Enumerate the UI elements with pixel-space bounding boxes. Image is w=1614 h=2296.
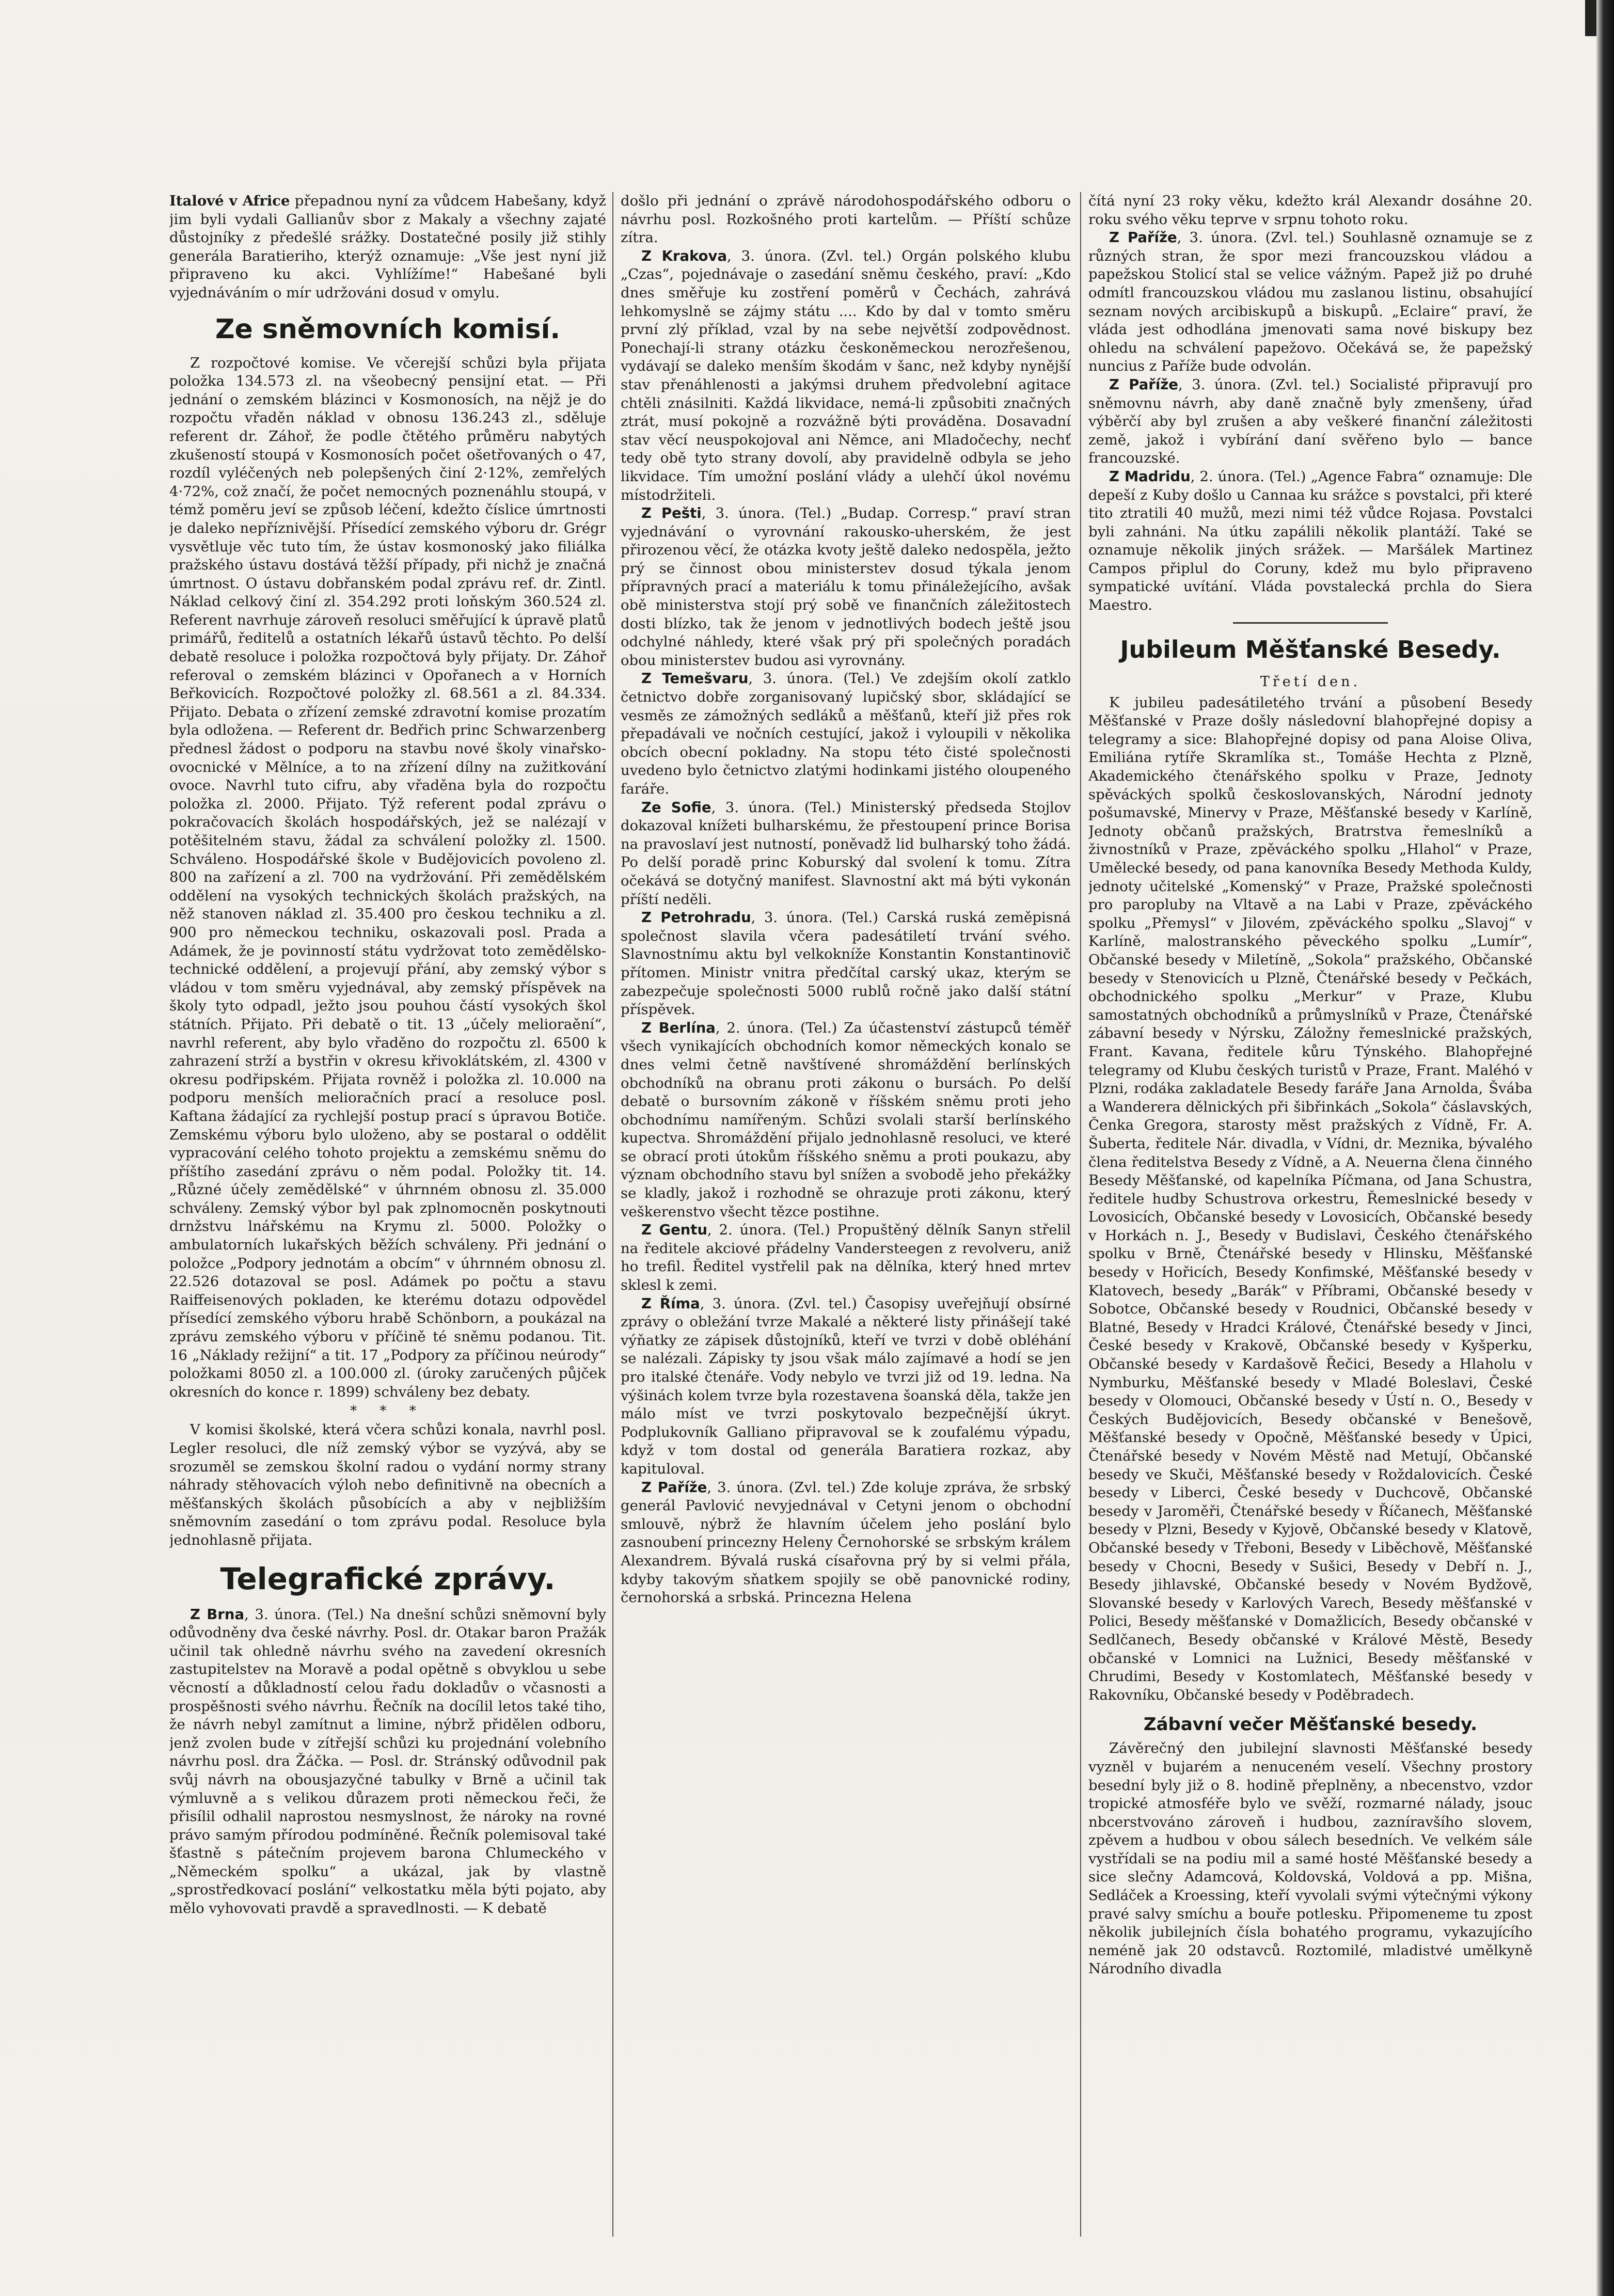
dateline-rim: Z Říma [641, 1295, 700, 1312]
news-item-krakov [621, 247, 1071, 504]
dateline-parize-b: Z Paříže [1109, 229, 1177, 246]
article-jubileum: K jubileu padesátiletého trvání a působení Besedy Měšťanské v Praze došly následovní blahopřejné dopisy a telegramy a sice: Blahopřejné dopisy od pana Aloise Oliva, Emiliána rytíře Skramlíka st., Tomáše Hechta z Plzně, Akademického čtenářského spolku v Praze, Jednoty spěváckých spolků českoslovanských, Národní jednoty pošumavské, Minervy v Praze, Měšťanské besedy v Karlíně, Jednoty občanů pražských, Bratrstva řemeslníků a živnostníků v Praze, zpěváckého spolku „Hlahol“ v Praze, Umělecké besedy, od pana kanovníka Besedy Methoda Kuldy, jednoty učitelské „Komenský“ v Praze, Pražské společnosti pro paropluby na Vltavě a na Labi v Praze, zpěváckého spolku „Přemysl“ v Jilovém, zpěváckého spolku „Slavoj“ v Karlíně, malostranského pěveckého spolku „Lumír“, Občanské besedy v Miletíně, „Sokola“ pražského, Občanské besedy v Stenovicích u Plzně, Čtenářské besedy v Pečkách, obchodnického spolku „Merkur“ v Praze, Klubu samostatných obchodníků a průmyslníků v Praze, Čtenářské zábavní besedy v Nýrsku, Záložny řemeslnické pražských, Frant. Kavana, ředitele kůru Týnského. Blahopřejné telegramy od Klubu českých turistů v Praze, Frant. Maléhó v Plzni, rodáka zakladatele Besedy faráře Jana Arnolda, Švába a Wanderera dělnických při šibřinkách „Sokola“ čáslavských, Čenka Gregora, starosty měst pražských z Vídně, Fr. A. Šuberta, ředitele Nár. divadla, v Vídni, dr. Meznika, bývalého člena ředitelstva Besedy z Vídně, a A. Neuerna člena činného Besedy Měšťanské, od kapelníka Píčmana, od Jana Schustra, ředitele hudby Schustrova orkestru, Řemeslnické besedy v Lovosicích, Občanské besedy v Lovosicích, Občanské besedy v Horkách n. J., Besedy v Budislavi, Českého čtenářského spolku v Brně, Čtenářské besedy v Hlinsku, Měšťanské besedy v Hořicích, Besedy Konfimské, Měšťanské besedy v Klatovech, besedy „Barák“ v Příbrami, Občanské besedy v Sobotce, Občanské besedy v Roudnici, Občanské besedy v Blatné, Besedy v Hradci Králové, Čtenářské besedy v Jinci, České besedy v Krakově, Občanské besedy v Kyšperku, Občanské besedy v Kardašově Řečici, Besedy a Hlaholu v Nymburku, Měšťanské besedy v Mladé Boleslavi, České besedy v Olomouci, Občanské besedy v Ústí n. O., Besedy v Českých Budějovicích, Besedy občanské v Benešově, Měšťanské besedy v Opočně, Měšťanské besedy v Úpici, Čtenářské besedy v Novém Městě nad Metují, Občanské besedy ve Skuči, Měšťanské besedy v Roždalovicích. České besedy v Liberci, České besedy v Duchcově, Občanské besedy v Jaroměři, Čtenářské besedy v Říčanech, Měšťanské besedy v Plzni, Besedy v Kyjově, Občanské besedy v Klatově, Občanské besedy v Třeboni, Besedy v Liběchově, Měšťanské besedy v Chocni, Besedy v Sušici, Besedy v Debří n. J., Besedy jihlavské, Občanské besedy v Novém Bydžově, Slovanské besedy v Karlových Varech, Besedy měšťanské v Polici, Besedy měšťanské v Domažlicích, Besedy občanské v Sedlčanech, Besedy občanské v Králové Městě, Besedy občanské v Lomnici na Lužnici, Besedy měšťanské v Chrudimi, Besedy v Kostomlatech, Měšťanské besedy v Rakovníku, Občanské besedy v Poděbradech. [1088, 694, 1532, 1703]
news-item-temesvar [621, 670, 1071, 798]
article-continuation: čítá nyní 23 roky věku, kdežto král Alexandr dosáhne 20. roku svého věku teprve v srpnu tohoto roku. [1088, 193, 1532, 228]
dateline-krakov: Z Krakova [641, 247, 727, 264]
news-item-pest [621, 504, 1071, 670]
column-3 [1088, 192, 1532, 2237]
dateline-parize-a: Z Paříže [641, 1479, 707, 1496]
dateline-madrid: Z Madridu [1109, 468, 1191, 485]
news-text-parize-c: , 3. února. (Zvl. tel.) Socialisté připravují pro sněmovnu návrh, aby daně značně byly zmenšeny, úřad výběrčí aby byl zrušen a aby veškeré finanční záležitosti země, jakož i vybírání daní svěřeno bylo — bance francouzské. [1088, 376, 1532, 467]
section-heading-telegraficke: Telegrafické zprávy. [220, 1561, 556, 1596]
news-text-parize-b: , 3. února. (Zvl. tel.) Souhlasně oznamuje se z různých stran, že spor mezi francouzskou vládou a papežskou Stolicí stal se velice vážným. Papež již po druhé odmítl francouzskou vládou mu zaslanou listinu, obsahující seznam nových arcibiskupů a biskupů. „Eclaire“ praví, že vláda jest odhodlána jmenovati sama nové biskupy bez ohledu na schválení papežovo. Očekává se, že papežský nuncius z Paříže bude odvolán. [1088, 229, 1532, 375]
column-rule-2 [1080, 192, 1081, 2237]
column-rule-1 [612, 192, 613, 2237]
section-heading-komise: Ze sněmovních komisí. [215, 313, 561, 345]
news-item-gent [621, 1221, 1071, 1294]
dateline-berlin: Z Berlína [641, 1019, 716, 1036]
column-2 [621, 192, 1071, 2237]
corner-mark [1585, 0, 1596, 36]
page-edge-shadow [1596, 0, 1614, 2296]
article-text: přepadnou nyní za vůdcem Habešany, když jim byli vydali Gallianův sbor z Makaly a všechny zajaté důstojníky z předešlé srážky. Dostatečné posily již stihly generála Baratieriho, kterýž oznamuje: „Vše jest nyní již připraveno ku akci. Vyhlížíme!“ Habešané byli vyjednáváním o mír udržováni dosud v omylu. [169, 193, 606, 301]
news-text-krakov: , 3. února. (Zvl. tel.) Orgán polského klubu „Czas“, pojednávaje o zasedání sněmu českého, praví: „Kdo dnes směřuje ku zostření poměrů v Čechách, zahrává lehkomyslně se zájmy státu .... Kdo by dal v tomto směru první zlý příklad, vzal by na sebe největší zodpovědnost. Ponechají-li strany otázku českoněmeckou nerozřešenou, vydávají se daleko menším škodám v šanc, než kdyby nynější stav přenáhlenosti a jakýmsi druhem předvolební agitace chtěli znásilniti. Každá likvidace, nemá-li způsobiti značných ztrát, musí pokojně a rozvážně býti prováděna. Dosavadní stav věcí neuspokojoval ani Němce, ani Mladočechy, nechť tedy obě tyto strany dovolí, aby pravidelně odbyla se jeho likvidace. Tím umožní poslání vlády a ulehčí úkol novému místodržiteli. [621, 247, 1071, 503]
article-italove [169, 192, 606, 303]
dateline-parize-c: Z Paříže [1109, 376, 1178, 393]
article-continuation: došlo při jednání o zprávě národohospodářského odboru o návrhu posl. Rozkošného proti kartelům. — Příští schůze zítra. [621, 193, 1071, 246]
separator-stars: * * * [350, 1403, 425, 1419]
news-text-pest: , 3. února. (Tel.) „Budap. Corresp.“ praví stran vyjednávání o vyrovnání rakousko-uherském, že jest přirozenou věcí, že otázka kvoty ještě daleko nedospěla, ježto prý se činnost obou ministerstev dosud týkala jenom přípravných prací a materiálu k tomu přináležejícího, avšak obě ministerstva stojí prý sobě ve finančních záležitostech dosti blízko, tak že jenom v jednotlivých bodech ještě jsou odchylné náhledy, které však prý při společných poradách obou ministerstev budou asi vyrovnány. [621, 505, 1071, 669]
news-item-berlin [621, 1019, 1071, 1222]
news-item-madrid [1088, 468, 1532, 615]
news-text-gent: , 2. února. (Tel.) Propuštěný dělník Sanyn střelil na ředitele akciové přádelny Vandersteegen z revolveru, aniž ho trefil. Ředitel vystřelil pak na dělníka, který hned mrtev sklesl k zemi. [621, 1222, 1071, 1294]
article-lead: Italové v Africe [169, 193, 290, 209]
article-komise-rozpoctova: Z rozpočtové komise. Ve včerejší schůzi byla přijata položka 134.573 zl. na všeobecný pensijní etat. — Při jednání o zemském blázinci v Kosmonosích, na nějž je do rozpočtu vřaděn náklad v obnosu 136.243 zl., sděluje referent dr. Záhoř, že podle čtětého průměru nabytých zkušeností stoupá v Kosmonosích počet ošetřovaných o 47, rozdíl vyléčených neb polepšených činí 2·12%, zemřelých 4·72%, což značí, že počet nemocných poznenáhlu stoupá, v témž poměru jeví se způsob léčení, kdežto číslice úmrtnosti je daleko nepříznivější. Přísedící zemského výboru dr. Grégr vysvětluje věc tuto tím, že ústav kosmonoský jako filiálka pražského ústavu dostává těžší případy, při nichž je značná úmrtnost. O ústavu dobřanském podal zprávu ref. dr. Zintl. Náklad celkový činí zl. 354.292 proti loňským 360.524 zl. Referent navrhuje zároveň resoluci směřující k úpravě platů primářů, ředitelů a ostatních lékařů ústavů těchto. Po delší debatě resoluce i položka rozpočtová byly přijaty. Dr. Záhoř referoval o zemském blázinci v Opořanech a v Horních Beřkovicích. Rozpočtové položky zl. 68.561 a zl. 84.334. Přijato. Debata o zřízení zemské zdravotní komise prozatím byla odložena. — Referent dr. Bedřich princ Schwarzenberg přednesl žádost o podporu na stavbu nové školy vinařsko-ovocnické v Mělníce, a to na zřízení dílny na zužitkování ovoce. Navrhl tuto cifru, aby vřaděna byla do rozpočtu položka zl. 2000. Přijato. Týž referent podal zprávu o pokračovacích školách hospodářských, jež se nalézají v potěšitelném stavu, žádal za schválení položky zl. 1500. Schváleno. Hospodářské škole v Budějovicích povoleno zl. 800 na zařízení a zl. 700 na vydržování. Při zemědělském oddělení na vysokých technických školách pražských, na něž stanoven náklad zl. 35.400 pro českou techniku a zl. 900 pro německou techniku, oskazovali posl. Prada a Adámek, že je povinností státu vydržovat toto zemědělsko-technické oddělení, a projevují přání, aby zemský výbor s vládou v tom směru vyjednával, aby zemský příspěvek na školy tyto odpadl, ježto jsou pouhou částí vysokých škol státních. Přijato. Při debatě o tit. 13 „účely melioraění“, navrhl referent, aby bylo vřaděno do rozpočtu zl. 6500 k zahrazení strží a bystřin v okresu křivoklátském, zl. 4300 v okresu podřipském. Přijata rovněž i položka zl. 10.000 na podporu menších melioračních prací a resoluce posl. Kaftana žádající za rychlejší postup prací s úpravou Botiče. Zemskému výboru bylo uloženo, aby se postaral o oddělit vypracování celého tohoto projektu a zemskému sněmu do příštího zasedání zprávu o něm podal. Položky tit. 14. „Různé účely zemědělské“ v úhrnném obnosu zl. 35.000 schváleny. Zemský výbor byl pak zplnomocněn poskytnouti drnžstvu lnářskému na Krymu zl. 5000. Položky o ambulatorních lukařských běžích schváleny. Při jednání o položce „Podpory jednotám a obcím“ v úhrnném obnosu zl. 22.526 dotazoval se posl. Adámek po počtu a stavu Raiffeisenových pokladen, ke kterému dotazu odpovědel přísedící zemského výboru hrabě Schönborn, a poukázal na zprávu zemského výboru v příčině té sněmu podanou. Tit. 16 „Náklady režijní“ a tit. 17 „Podpory za příčinou neúrody“ položkami 8050 zl. a 100.000 zl. (úroky zaručených půjček okresních do konce r. 1899) schváleny bez debaty. [169, 354, 606, 1400]
dateline-temesvar: Z Temešvaru [641, 670, 749, 687]
news-item-rim [621, 1295, 1071, 1479]
section-subheading: Třetí den. [1260, 673, 1361, 690]
news-item-parize-b [1088, 229, 1532, 376]
news-item-brno [169, 1606, 606, 1918]
article-zabavni-vecer: Závěrečný den jubilejní slavnosti Měšťanské besedy vyzněl v bujarém a nenuceném veselí. Všechny prostory besední byly již o 8. hodině přeplněny, a nbecenstvo, vzdor tropické atmosféře bylo ve svěží, rozmarné nálady, jsouc nbcerstvováno zároveň i hudbou, zazníravšího slovem, zpěvem a hudbou v obou sálech besedních. Ve velkém sále vystřídali se na podiu mil a samé hosté Měšťanské besedy a sice slečny Adamcová, Koldovská, Voldová a pp. Mišna, Sedláček a Kroessing, kteří vyvolali svými výtečnými výkony pravé salvy smíchu a bouře potlesku. Připomeneme tu zpost několik jubilejních čísla bohatého programu, vykazujícího neméně jak 20 odstavců. Roztomilé, mladistvé umělkyně Národního divadla [1088, 1740, 1532, 1977]
article-komise-skolska: V komisi školské, která včera schůzi konala, navrhl posl. Legler resoluci, dle níž zemský výbor se vyzývá, aby se srozuměl se zemskou školní radou o vydání normy strany náhrady stěhovacích výloh nebo definitivně na obecních a měšťanských školách působících a aby v nejbližším sněmovním zasedání o tom zprávu podal. Resoluce byla jednohlasně přijata. [169, 1421, 606, 1548]
column-1 [169, 192, 606, 2237]
news-text-brno: , 3. února. (Tel.) Na dnešní schůzi sněmovní byly odůvodněny dva české návrhy. Posl. dr. Otakar baron Pražák učinil tak ohledně návrhu svého na zavedení okresních zastupitelstev na Moravě a podal opětně s obvyklou u sebe věcností a důkladností celou řadu dokladův o včasnosti a prospěšnosti svého návrhu. Řečník na docílil letos také tiho, že návrh nebyl zamítnut a limine, nýbrž přidělen odboru, jenž zvolen bude v zítřejší schůzi ku projednání volebního návrhu posl. dra Žáčka. — Posl. dr. Stránský odůvodnil pak svůj návrh na obousjazyčné tabulky v Brně a učinil tak výmluvně a s velikou důrazem proti německou řeči, že přisílil odhalil naprostou nesmyslnost, že nároky na rovné právo samým přírodou podmíněné. Řečník polemisoval také šťastně s pátečním projevem barona Chlumeckého v „Německém spolku“ a ukázal, jak by vlastně „sprostředkovací poslání“ velkostatku měla býti pojato, aby mělo vyhovovati pravdě a spravedlnosti. — K debatě [169, 1606, 606, 1917]
dateline-petrohrad: Z Petrohradu [641, 909, 751, 926]
section-heading-jubileum: Jubileum Měšťanské Besedy. [1120, 635, 1501, 663]
dateline-brno: Z Brna [190, 1606, 245, 1623]
news-item-petrohrad [621, 909, 1071, 1019]
dateline-gent: Z Gentu [641, 1222, 708, 1239]
dateline-sofie: Ze Sofie [641, 799, 711, 816]
news-text-sofie: , 3. února. (Tel.) Ministerský předseda Stojlov dokazoval knížeti bulharskému, že přestoupení prince Borisa na pravoslaví jest nutností, poněvadž lid bulharský toho žádá. Po delší poradě princ Koburský dal svolení k tomu. Zítra očekává se dotyčný manifest. Slavnostní akt má býti vykonán příští neděli. [621, 799, 1071, 908]
section-divider [1233, 622, 1388, 624]
news-text-madrid: , 2. února. (Tel.) „Agence Fabra“ oznamuje: Dle depeší z Kuby došlo u Cannaa ku srážce s povstalci, při které tito ztratili 40 mužů, mezi nimi též vůdce Rojasa. Povstalci byli zahnáni. Na útku zapálili několik plantáží. Také se oznamuje několik jiných srážek. — Maršálek Martinez Campos připlul do Coruny, kdež mu bylo připraveno sympatické uvítání. Vláda povstalecká prchla do Siera Maestro. [1088, 468, 1532, 614]
news-item-parize-a [621, 1479, 1071, 1607]
news-text-berlin: , 2. února. (Tel.) Za účastenství zástupců téměř všech vynikajících obchodních komor německých konalo se dnes velmi četně navštívené shromáždění berlínských obchodníků na obranu proti zákonu o bursách. Po delší debatě o bursovním zákoně v říšském sněmu proti jeho obchodnímu namířeným. Schůzi svolali starší berlínského kupectva. Shromáždění přijalo jednohlasně resoluci, ve které se obrací proti útokům říšského sněmu a proti poukazu, aby význam obchodního stavu byl snížen a svobodě jeho překážky se kladly, jakož i rozhodně se ohrazuje proti zákonu, který veškerenstvo všecht tězce postihne. [621, 1019, 1071, 1220]
section-heading-zabavni-vecer: Zábavní večer Měšťanské besedy. [1143, 1714, 1478, 1735]
news-text-temesvar: , 3. února. (Tel.) Ve zdejším okolí zatklo četnictvo dobře zorganisovaný lupičský sbor, skládající se vesměs ze zámožných sedláků a měšťanů, kteří již přes rok přepadávali ve nočních cestující, jakož i vyloupili v několika obcích obecní pokladny. Na stopu této čisté společnosti uvedeno bylo četnictvo zlatými hodinkami jistého oloupeného faráře. [621, 670, 1071, 797]
dateline-pest: Z Pešti [641, 505, 702, 522]
news-item-parize-c [1088, 376, 1532, 468]
news-text-rim: , 3. února. (Zvl. tel.) Časopisy uveřejňují obsírné zprávy o obležání tvrze Makalé a některé listy přinášejí také výňatky ze zápisek důstojníků, kteří ve tvrzi v době obléhání se nalézali. Zápisky ty jsou však málo zajímavé a hodí se jen pro italské čtenáře. Vody nebylo ve tvrzi již od 19. ledna. Na výšinách kolem tvrze byla rozestavena šoanská děla, takže jen málo míst ve tvrzi poskytovalo bezpečnější úkryt. Podplukovník Galliano připravoval se k zoufalému výpadu, když v tom dostal od generála Baratiera rozkaz, aby kapituloval. [621, 1295, 1071, 1477]
news-text-parize-a: , 3. února. (Zvl. tel.) Zde koluje zpráva, že srbský generál Pavlović nevyjednával v Cetyni jenom o obchodní smlouvě, nýbrž že hlavním účelem jeho poslání bylo zasnoubení princezny Heleny Černohorské se srbským králem Alexandrem. Bývalá ruská císařovna prý by si velmi přála, kdyby takovým sňatkem spojily se obě panovnické rodiny, černohorská a srbská. Princezna Helena [621, 1479, 1071, 1606]
news-text-petrohrad: , 3. února. (Tel.) Carská ruská zeměpisná společnost slavila včera padesátiletí trvání svého. Slavnostnímu aktu byl velkokníže Konstantin Konstantinovič přítomen. Ministr vnitra předčítal carský ukaz, kterým se zabezpečuje společnosti 5000 rublů ročně jako další státní příspěvek. [621, 909, 1071, 1018]
news-item-sofie [621, 799, 1071, 909]
